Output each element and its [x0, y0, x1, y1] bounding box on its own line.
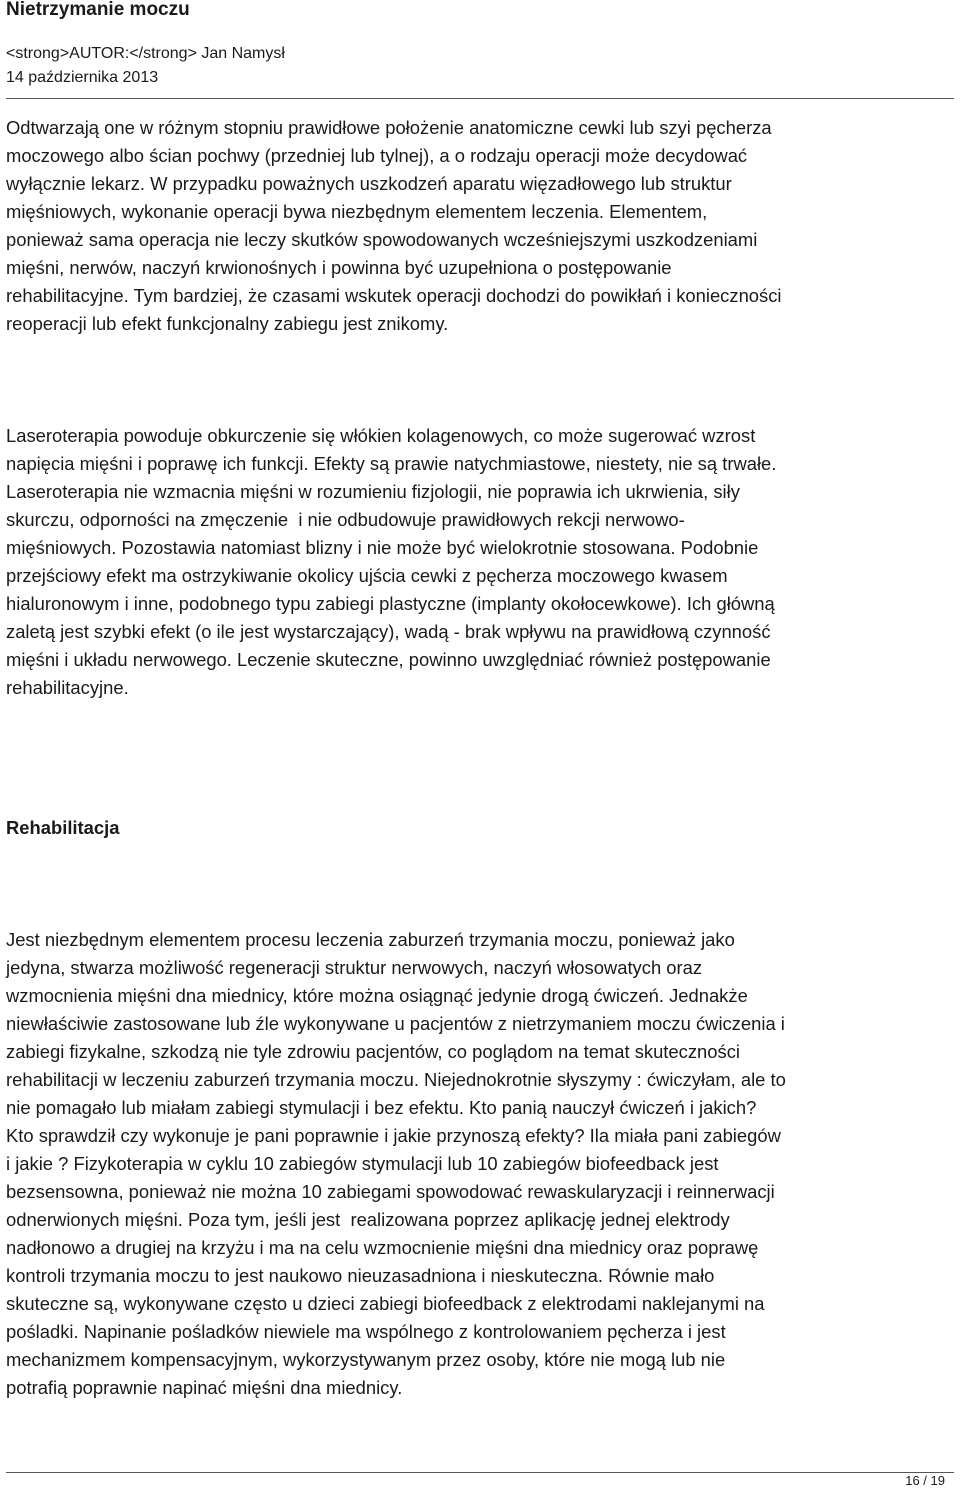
text-line: odnerwionych mięśni. Poza tym, jeśli jest realizowana poprzez aplikację jednej elektrody: [6, 1209, 730, 1230]
text-line: wzmocnienia mięśni dna miednicy, które można osiągnąć jedynie drogą ćwiczeń. Jednakże: [6, 985, 748, 1006]
text-line: zabiegi fizykalne, szkodzą nie tyle zdrowiu pacjentów, co poglądom na temat skuteczności: [6, 1041, 740, 1062]
text-line: potrafią poprawnie napinać mięśni dna miednicy.: [6, 1377, 403, 1398]
text-line: Laseroterapia nie wzmacnia mięśni w rozumieniu fizjologii, nie poprawia ich ukrwienia, siły: [6, 481, 740, 502]
text-line: hialuronowym i inne, podobnego typu zabiegi plastyczne (implanty okołocewkowe). Ich główną: [6, 593, 775, 614]
paragraph-laser-therapy: [6, 422, 960, 702]
text-line: nie pomagało lub miałam zabiegi stymulacji i bez efektu. Kto panią nauczył ćwiczeń i jakich?: [6, 1097, 757, 1118]
text-line: Laseroterapia powoduje obkurczenie się włókien kolagenowych, co może sugerować wzrost: [6, 425, 756, 446]
text-line: kontroli trzymania moczu to jest naukowo nieuzasadniona i nieskuteczna. Równie mało: [6, 1265, 715, 1286]
text-line: moczowego albo ścian pochwy (przedniej lub tylnej), a o rodzaju operacji może decydować: [6, 145, 748, 166]
text-line: skuteczne są, wykonywane często u dzieci zabiegi biofeedback z elektrodami naklejanymi na: [6, 1293, 765, 1314]
text-line: rehabilitacyjne. Tym bardziej, że czasami wskutek operacji dochodzi do powikłań i konieczności: [6, 285, 782, 306]
text-line: nadłonowo a drugiej na krzyżu i ma na celu wzmocnienie mięśni dna miednicy oraz poprawę: [6, 1237, 759, 1258]
text-line: mięśni i układu nerwowego. Leczenie skuteczne, powinno uwzględniać również postępowanie: [6, 649, 771, 670]
footer-divider: [6, 1472, 954, 1473]
text-line: mechanizmem kompensacyjnym, wykorzystywanym przez osoby, które nie mogą lub nie: [6, 1349, 726, 1370]
text-line: ponieważ sama operacja nie leczy skutków spowodowanych wcześniejszymi uszkodzeniami: [6, 229, 758, 250]
paragraph-rehabilitation: [6, 926, 960, 1402]
header-divider: [6, 98, 954, 99]
author-line: <strong>AUTOR:</strong> Jan Namysł: [6, 45, 285, 62]
text-line: napięcia mięśni i poprawę ich funkcji. Efekty są prawie natychmiastowe, niestety, nie są trwałe.: [6, 453, 777, 474]
text-line: zaletą jest szybki efekt (o ile jest wystarczający), wadą - brak wpływu na prawidłową czynność: [6, 621, 771, 642]
paragraph-operations: [6, 114, 960, 338]
text-line: przejściowy efekt ma ostrzykiwanie okolicy ujścia cewki z pęcherza moczowego kwasem: [6, 565, 728, 586]
publication-date: 14 października 2013: [6, 69, 159, 86]
text-line: bezsensowna, ponieważ nie można 10 zabiegami spowodować rewaskularyzacji i reinnerwacji: [6, 1181, 775, 1202]
section-heading-rehabilitation: Rehabilitacja: [6, 817, 120, 838]
text-line: i jakie ? Fizykoterapia w cyklu 10 zabiegów stymulacji lub 10 zabiegów biofeedback jest: [6, 1153, 719, 1174]
page-title: Nietrzymanie moczu: [6, 0, 190, 20]
text-line: jedyna, stwarza możliwość regeneracji struktur nerwowych, naczyń włosowatych oraz: [6, 957, 703, 978]
text-line: Jest niezbędnym elementem procesu leczenia zaburzeń trzymania moczu, ponieważ jako: [6, 929, 735, 950]
text-line: skurczu, odporności na zmęczenie i nie odbudowuje prawidłowych rekcji nerwowo-: [6, 509, 685, 530]
text-line: mięśni, nerwów, naczyń krwionośnych i powinna być uzupełniona o postępowanie: [6, 257, 672, 278]
text-line: Kto sprawdził czy wykonuje je pani poprawnie i jakie przynoszą efekty? Ila miała pani zabiegów: [6, 1125, 781, 1146]
text-line: reoperacji lub efekt funkcjonalny zabiegu jest znikomy.: [6, 313, 449, 334]
text-line: wyłącznie lekarz. W przypadku poważnych uszkodzeń aparatu więzadłowego lub struktur: [6, 173, 732, 194]
page-number: 16 / 19: [905, 1473, 945, 1488]
text-line: pośladki. Napinanie pośladków niewiele ma wspólnego z kontrolowaniem pęcherza i jest: [6, 1321, 726, 1342]
text-line: niewłaściwie zastosowane lub źle wykonywane u pacjentów z nietrzymaniem moczu ćwiczenia i: [6, 1013, 785, 1034]
text-line: rehabilitacji w leczeniu zaburzeń trzymania moczu. Niejednokrotnie słyszymy : ćwiczyłam, ale to: [6, 1069, 786, 1090]
text-line: mięśniowych. Pozostawia natomiast blizny i nie może być wielokrotnie stosowana. Podobnie: [6, 537, 759, 558]
text-line: mięśniowych, wykonanie operacji bywa niezbędnym elementem leczenia. Elementem,: [6, 201, 708, 222]
text-line: rehabilitacyjne.: [6, 677, 129, 698]
text-line: Odtwarzają one w różnym stopniu prawidłowe położenie anatomiczne cewki lub szyi pęcherza: [6, 117, 772, 138]
